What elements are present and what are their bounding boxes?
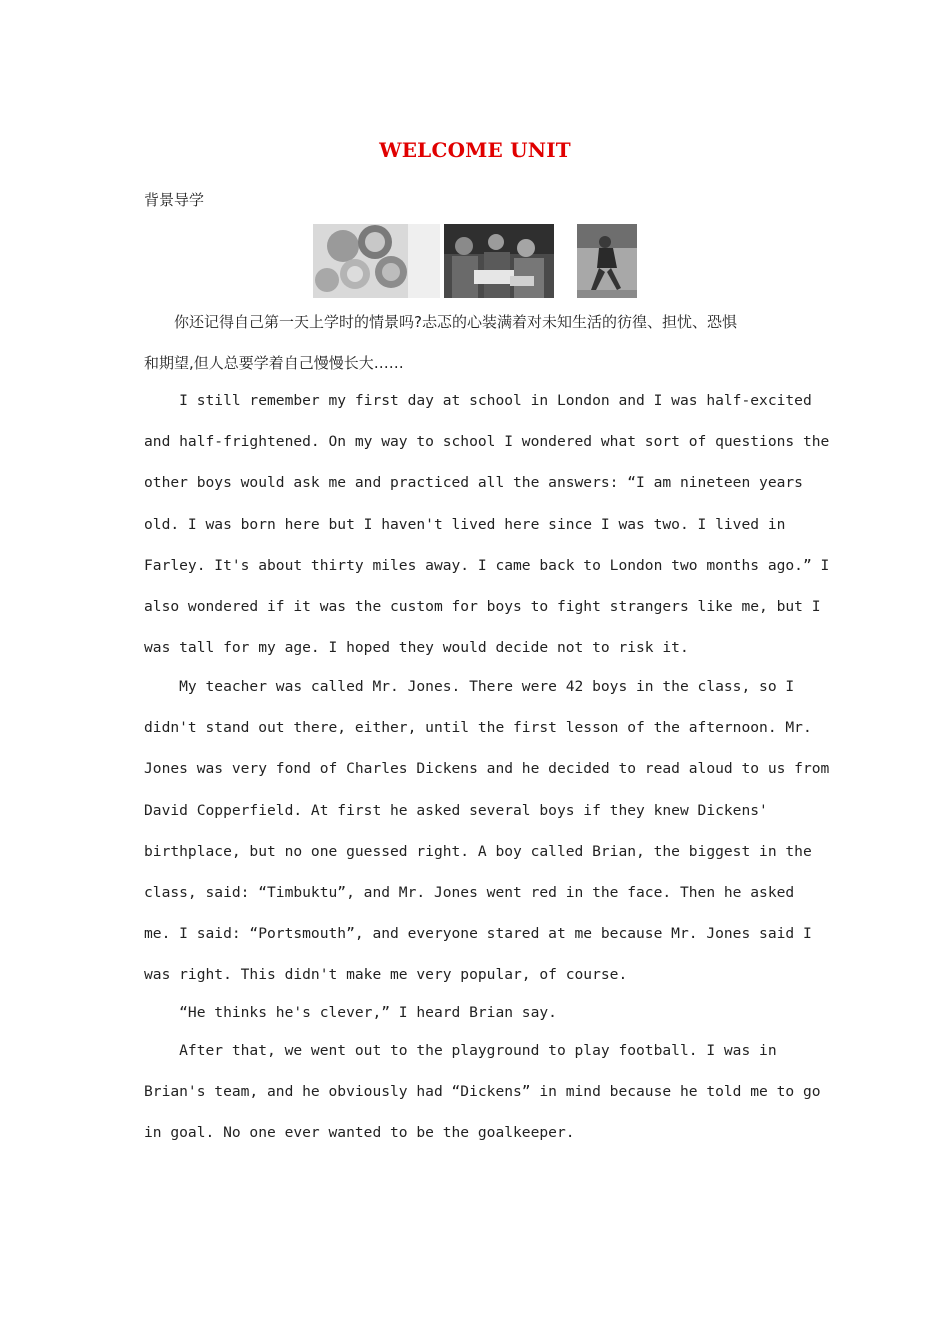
text-line: in goal. No one ever wanted to be the goalkeeper.: [144, 1124, 575, 1142]
paragraph-4: [144, 1030, 821, 1154]
text-line: After that, we went out to the playground to play football. I was in: [144, 1042, 777, 1059]
intro-paragraph: [144, 302, 810, 384]
text-line: 和期望,但人总要学着自己慢慢长大……: [144, 354, 404, 373]
text-line: Farley. It's about thirty miles away. I came back to London two months ago.” I: [144, 556, 830, 574]
text-line: and half-frightened. On my way to school I wondered what sort of questions the: [144, 433, 830, 451]
paragraph-2: [144, 666, 830, 996]
text-line: didn't stand out there, either, until the first lesson of the afternoon. Mr.: [144, 719, 812, 737]
text-line: class, said: “Timbuktu”, and Mr. Jones went red in the face. Then he asked: [144, 883, 795, 901]
text-line: was right. This didn't make me very popular, of course.: [144, 966, 628, 984]
text-line: Brian's team, and he obviously had “Dickens” in mind because he told me to go: [144, 1083, 821, 1101]
paragraph-3: [144, 992, 810, 1033]
text-line: other boys would ask me and practiced all the answers: “I am nineteen years: [144, 474, 803, 492]
text-line: birthplace, but no one guessed right. A boy called Brian, the biggest in the: [144, 842, 812, 860]
students-reading-photo: [444, 224, 554, 298]
text-line: 你还记得自己第一天上学时的情景吗?忐忑的心装满着对未知生活的彷徨、担忧、恐惧: [144, 313, 737, 331]
text-line: also wondered if it was the custom for boys to fight strangers like me, but I: [144, 597, 821, 615]
athlete-running-photo: [577, 224, 637, 298]
text-line: I still remember my first day at school in London and I was half-excited: [144, 392, 812, 409]
text-line: David Copperfield. At first he asked several boys if they knew Dickens': [144, 801, 768, 819]
text-line: “He thinks he's clever,” I heard Brian say.: [144, 1004, 557, 1021]
page-title: WELCOME UNIT: [379, 138, 571, 162]
paragraph-1: [144, 380, 830, 668]
text-line: My teacher was called Mr. Jones. There were 42 boys in the class, so I: [144, 678, 795, 695]
text-line: old. I was born here but I haven't lived here since I was two. I lived in: [144, 515, 786, 533]
text-line: me. I said: “Portsmouth”, and everyone stared at me because Mr. Jones said I: [144, 925, 812, 943]
group-of-students-photo: [313, 224, 440, 298]
section-label: 背景导学: [144, 191, 205, 209]
text-line: was tall for my age. I hoped they would decide not to risk it.: [144, 639, 689, 657]
text-line: Jones was very fond of Charles Dickens and he decided to read aloud to us from: [144, 760, 830, 778]
